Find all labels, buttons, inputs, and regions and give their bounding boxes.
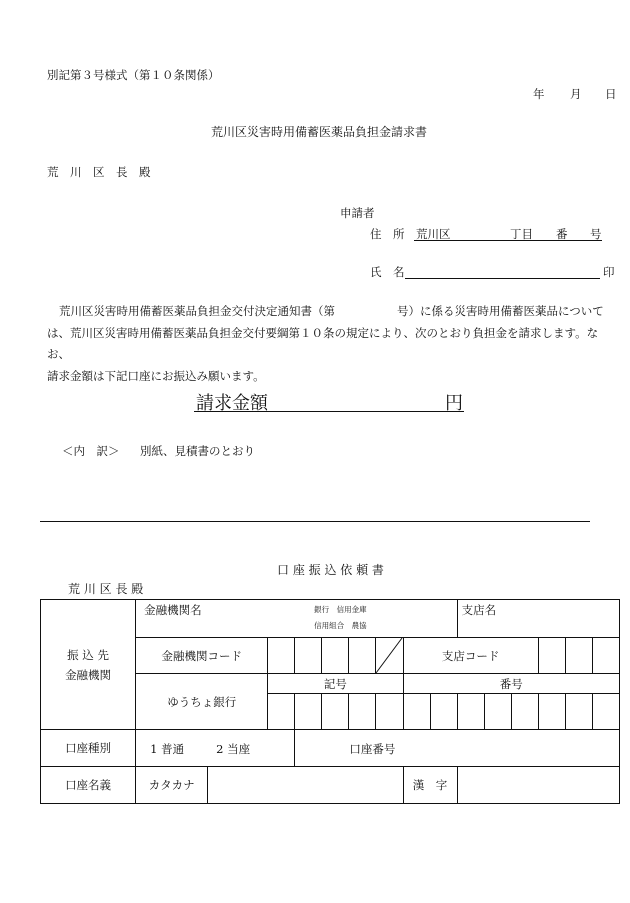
branch-code-digit-1[interactable] (538, 638, 565, 674)
amount-field[interactable] (194, 389, 464, 412)
branch-code-digit-2[interactable] (565, 638, 592, 674)
account-number-label: 口座番号 (349, 742, 396, 756)
branch-code-label: 支店コード (403, 638, 538, 674)
bank-code-digit-1[interactable] (268, 638, 295, 674)
amount-label: 請求金額 (196, 393, 268, 414)
account-holder-label: 口座名義 (41, 767, 136, 804)
account-type-cell[interactable] (136, 730, 295, 767)
transfer-title: 口 座 振 込 依 頼 書 (277, 563, 384, 577)
name-field[interactable] (405, 262, 600, 279)
bank-types-line-1: 銀行 信用金庫 (314, 605, 367, 614)
breakdown-text: 別紙、見積書のとおり (140, 444, 255, 458)
yucho-label: ゆうちょ銀行 (136, 674, 268, 730)
address-go: 号 (590, 227, 602, 241)
branch-code-digit-3[interactable] (592, 638, 619, 674)
breakdown-label: ＜内 訳＞ (62, 444, 120, 458)
paragraph-line-1 (47, 301, 617, 323)
applicant-label: 申請者 (340, 206, 375, 220)
date-year-label: 年 (533, 87, 545, 101)
bank-code-digit-2[interactable] (295, 638, 322, 674)
bank-name-label: 金融機関名 (144, 603, 202, 617)
form-title: 荒川区災害時用備蓄医薬品負担金請求書 (211, 125, 428, 139)
bango-header: 番号 (403, 674, 620, 694)
addressee: 荒 川 区 長 殿 (47, 165, 151, 179)
dest-label-line-2: 金融機関 (65, 667, 112, 682)
branch-name-cell[interactable] (457, 600, 619, 638)
paragraph-line-3: 請求金額は下記口座にお振込み願います。 (47, 368, 265, 383)
bank-account-table (40, 599, 620, 804)
bank-code-digit-4[interactable] (349, 638, 376, 674)
bango-digit-4[interactable] (484, 694, 511, 730)
bank-name-cell[interactable] (136, 600, 457, 638)
kigo-digit-4[interactable] (349, 694, 376, 730)
paragraph-line-2: は、荒川区災害時用備蓄医薬品負担金交付要綱第１０条の規定により、次のとおり負担金を請求します。なお、 (47, 325, 599, 361)
katakana-field[interactable] (208, 767, 403, 804)
form-reference: 別記第３号様式（第１０条関係） (47, 68, 220, 82)
address-label: 住 所 (370, 227, 405, 241)
address-ban: 番 (556, 227, 568, 241)
transfer-addressee: 荒 川 区 長 殿 (68, 582, 144, 596)
bank-code-digit-3[interactable] (322, 638, 349, 674)
bango-digit-6[interactable] (538, 694, 565, 730)
account-type-ordinary[interactable]: 1 普通 (150, 742, 185, 756)
kigo-digit-1[interactable] (268, 694, 295, 730)
bank-types-line-2: 信用組合 農協 (314, 621, 367, 630)
bank-code-diagonal (376, 638, 403, 674)
bango-digit-1[interactable] (403, 694, 430, 730)
kanji-label: 漢 字 (403, 767, 457, 804)
amount-unit: 円 (445, 393, 463, 414)
dest-label-line-1: 振 込 先 (67, 647, 109, 662)
request-paragraph (47, 301, 617, 387)
account-number-cell[interactable] (295, 730, 620, 767)
bank-code-label: 金融機関コード (136, 638, 268, 674)
bango-digit-5[interactable] (511, 694, 538, 730)
kigo-digit-5[interactable] (376, 694, 403, 730)
bango-digit-8[interactable] (592, 694, 619, 730)
bango-digit-7[interactable] (565, 694, 592, 730)
account-type-current[interactable]: 2 当座 (216, 742, 251, 756)
date-month-label: 月 (570, 87, 582, 101)
address-chome: 丁目 (510, 227, 533, 241)
address-ward: 荒川区 (416, 227, 451, 241)
seal-label: 印 (603, 265, 615, 279)
kigo-digit-3[interactable] (322, 694, 349, 730)
kanji-field[interactable] (457, 767, 619, 804)
bango-digit-2[interactable] (430, 694, 457, 730)
address-field[interactable] (414, 224, 602, 241)
paragraph-text-1a: 荒川区災害時用備蓄医薬品負担金交付決定通知書（第 (59, 304, 335, 318)
separator-line (40, 521, 590, 522)
date-day-label: 日 (605, 87, 617, 101)
branch-name-label: 支店名 (461, 603, 497, 617)
kigo-digit-2[interactable] (295, 694, 322, 730)
katakana-label: カタカナ (136, 767, 208, 804)
name-label: 氏 名 (370, 265, 405, 279)
account-type-label: 口座種別 (41, 730, 136, 767)
transfer-destination-label (41, 600, 136, 730)
paragraph-text-1b: 号）に係る災害時用備蓄医薬品について (397, 304, 604, 318)
bango-digit-3[interactable] (457, 694, 484, 730)
kigo-header: 記号 (268, 674, 403, 694)
